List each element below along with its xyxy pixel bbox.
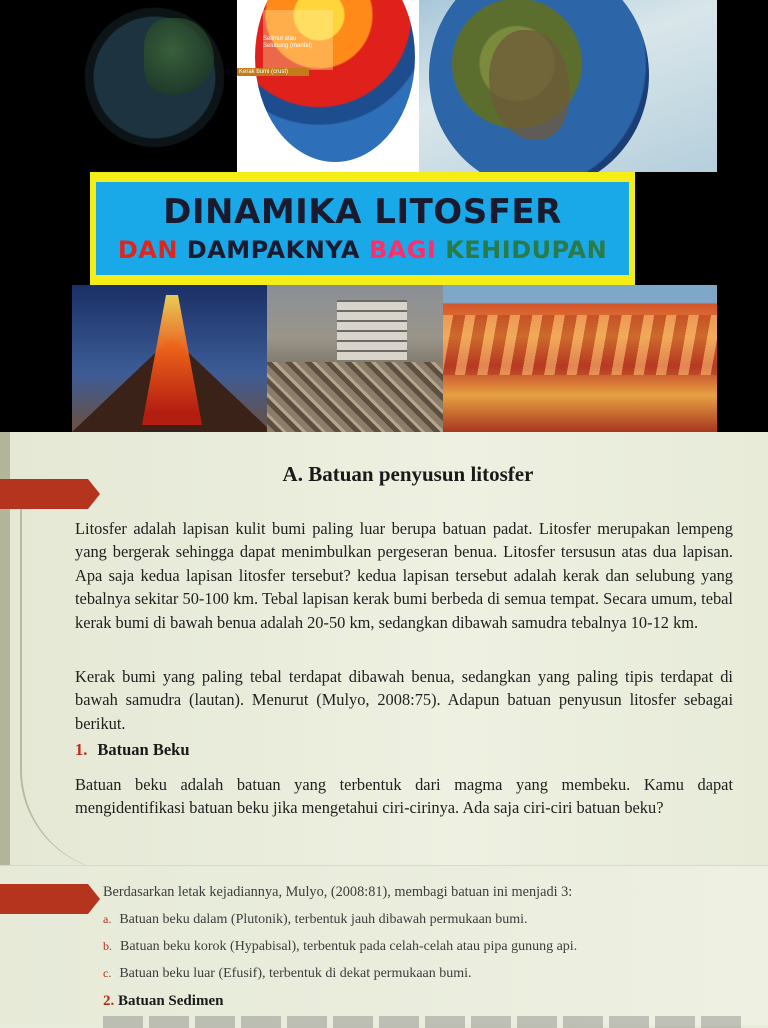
cover-slide [0,0,768,432]
crust-label: Kerak bumi (crust) [237,68,309,76]
subheading-text: Batuan Beku [97,740,190,759]
subtitle-word: DAN [117,236,178,264]
paragraph-3: Batuan beku adalah batuan yang terbentuk dari magma yang membeku. Kamu dapat mengidentifikasi batuan beku jika mengetahui ciri-cirinya. Ada saja ciri-ciri batuan beku? [75,775,733,818]
dark-globe-image [72,0,237,172]
subheading-batuan-beku [75,740,190,760]
title-banner [90,172,635,285]
subtitle-word: DAMPAKNYA [186,236,360,264]
earth-globe-image [419,0,717,172]
content-slide [0,432,768,865]
subheading-number: 2. [103,993,115,1009]
subheading-text: Batuan Sedimen [118,993,224,1009]
list-item [103,939,577,955]
list-marker: b. [103,939,112,953]
volcano-image [72,285,267,432]
list-item-text: Batuan beku korok (Hypabisal), terbentuk pada celah-celah atau pipa gunung api. [120,939,578,954]
next-slide [0,865,768,1025]
cover-title: DINAMIKA LITOSFER [163,192,562,232]
arrow-marker-icon [0,884,100,914]
paragraph-1: Litosfer adalah lapisan kulit bumi paling luar berupa batuan padat. Litosfer merupakan lempeng yang bergerak sehingga dapat menimbulkan pergeseran benua. Litosfer tersusun atas dua lapisan. Apa saja kedua lapisan litosfer tersebut? kedua lapisan tersebut adalah kerak dan selubung yang tebalnya sekitar 50-100 km. Tebal lapisan kerak bumi berbeda di semua tempat. Secara umum, tebal kerak bumi di bawah benua adalah 20-50 km, sedangkan dibawah samudra tebalnya 10-12 km. [75,519,733,632]
classification-intro: Berdasarkan letak kejadiannya, Mulyo, (2008:81), membagi batuan ini menjadi 3: [103,884,573,900]
cut-off-text-line [103,1016,743,1028]
list-item [103,966,472,982]
list-marker: a. [103,912,112,926]
subheading-batuan-sedimen [103,993,223,1010]
earth-layers-image [237,0,419,172]
subheading-number: 1. [75,740,88,759]
subtitle-word: BAGI [368,236,437,264]
mantle-label: Selimut atau Selubung (mantel) [263,36,313,49]
list-item-text: Batuan beku dalam (Plutonik), terbentuk jauh dibawah permukaan bumi. [119,912,528,927]
earthquake-image [267,285,443,432]
paragraph-2: Kerak bumi yang paling tebal terdapat dibawah benua, sedangkan yang paling tipis terdapat di bawah samudra (lautan). Menurut (Mulyo, 2008:75). Adapun batuan penyusun litosfer sebagai berikut. [75,667,733,733]
cover-subtitle [96,236,629,264]
section-heading: A. Batuan penyusun litosfer [282,462,534,486]
list-item-text: Batuan beku luar (Efusif), terbentuk di dekat permukaan bumi. [119,966,472,981]
list-item [103,912,528,928]
subtitle-word: KEHIDUPAN [445,236,608,264]
list-marker: c. [103,966,112,980]
canyon-image [443,285,717,432]
